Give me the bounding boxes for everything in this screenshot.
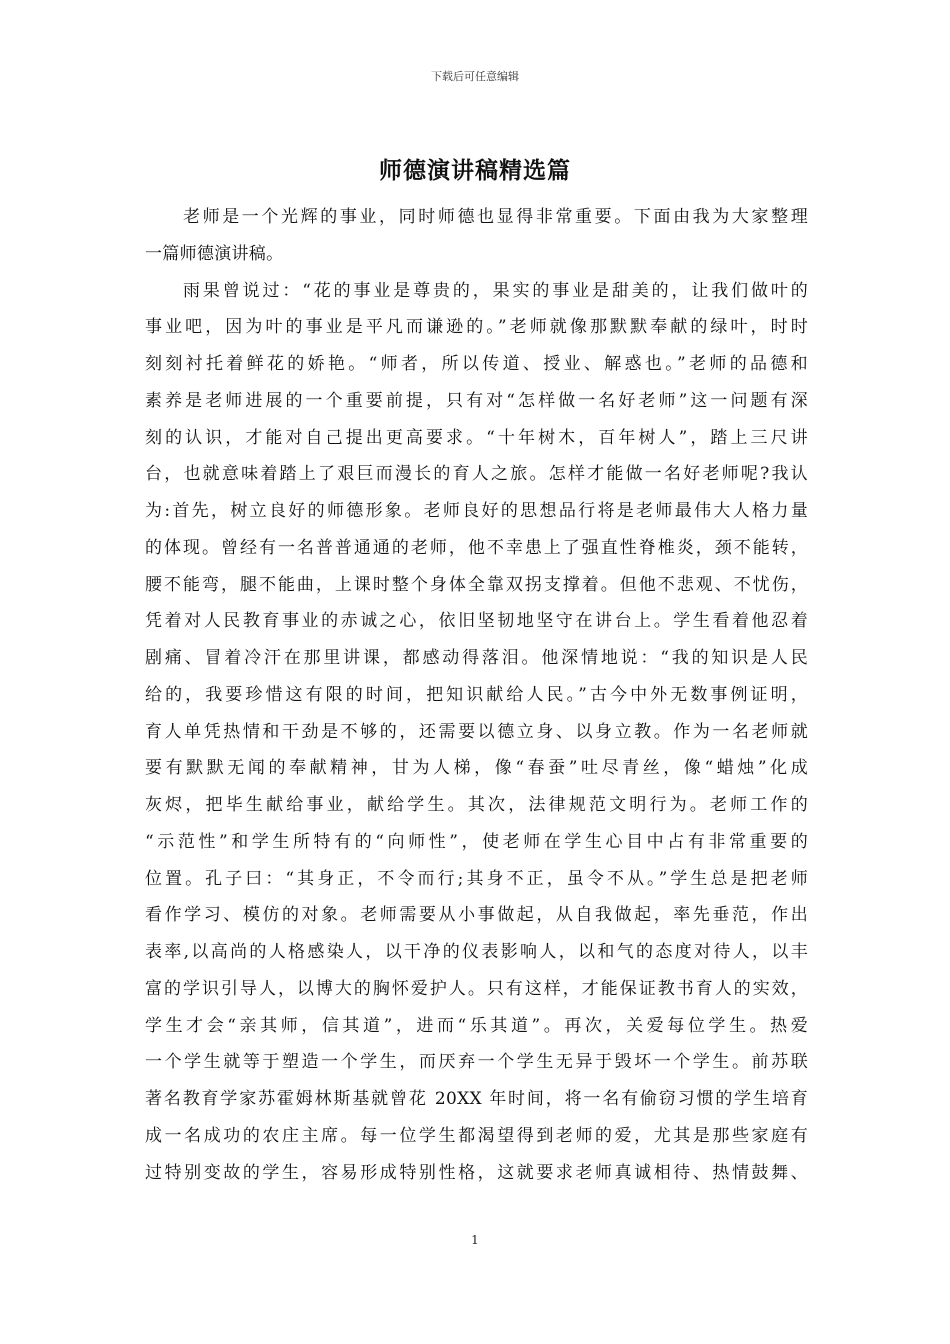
paragraph-line: 刻的认识，才能对自己提出更高要求。“十年树木，百年树人”，踏上三尺讲: [145, 427, 808, 448]
paragraph-line: 台，也就意味着踏上了艰巨而漫长的育人之旅。怎样才能做一名好老师呢?我认: [145, 464, 808, 485]
paragraph-line: 过特别变故的学生，容易形成特别性格，这就要求老师真诚相待、热情鼓舞、: [145, 1162, 808, 1183]
paragraph-line: 表率,以高尚的人格感染人，以干净的仪表影响人，以和气的态度对待人，以丰: [145, 942, 808, 962]
paragraph-line: 的体现。曾经有一名普普通通的老师，他不幸患上了强直性脊椎炎，颈不能转，: [145, 537, 808, 558]
paragraph-line: 育人单凭热情和干劲是不够的，还需要以德立身、以身立教。作为一名老师就: [145, 721, 808, 742]
paragraph-line: 看作学习、模仿的对象。老师需要从小事做起，从自我做起，率先垂范，作出: [145, 905, 808, 926]
paragraph-line: 要有默默无闻的奉献精神，甘为人梯，像“春蚕”吐尽青丝，像“蜡烛”化成: [145, 758, 808, 779]
paragraph-line: 学生才会“亲其师，信其道”，进而“乐其道”。再次，关爱每位学生。热爱: [145, 1015, 808, 1036]
paragraph-line: 灰烬，把毕生献给事业，献给学生。其次，法律规范文明行为。老师工作的: [145, 795, 808, 815]
paragraph-line: 素养是老师进展的一个重要前提，只有对“怎样做一名好老师”这一问题有深: [145, 390, 808, 411]
paragraph-line: 一个学生就等于塑造一个学生，而厌弃一个学生无异于毁坏一个学生。前苏联: [145, 1052, 808, 1073]
paragraph-line: 凭着对人民教育事业的赤诚之心，依旧坚韧地坚守在讲台上。学生看着他忍着: [145, 611, 808, 632]
paragraph-line: 腰不能弯，腿不能曲，上课时整个身体全靠双拐支撑着。但他不悲观、不忧伤，: [145, 574, 808, 595]
paragraph-line: 富的学识引导人，以博大的胸怀爱护人。只有这样，才能保证教书育人的实效，: [145, 978, 808, 999]
paragraph-line: 著名教育学家苏霍姆林斯基就曾花 20XX 年时间，将一名有偷窃习惯的学生培育: [145, 1089, 808, 1109]
paragraph-line: 成一名成功的农庄主席。每一位学生都渴望得到老师的爱，尤其是那些家庭有: [145, 1125, 808, 1146]
page-header: 下载后可任意编辑: [431, 70, 519, 83]
paragraph-line: 位置。孔子曰：“其身正，不令而行;其身不正，虽令不从。”学生总是把老师: [145, 868, 808, 889]
paragraph-line: “示范性”和学生所特有的“向师性”，使老师在学生心目中占有非常重要的: [145, 831, 808, 852]
document-body: [145, 199, 808, 1191]
page-number: 1: [471, 1233, 479, 1247]
paragraph-line: 老师是一个光辉的事业，同时师德也显得非常重要。下面由我为大家整理: [183, 207, 808, 227]
paragraph-line: 刻刻衬托着鲜花的娇艳。“师者，所以传道、授业、解惑也。”老师的品德和: [145, 354, 808, 374]
document-title: 师德演讲稿精选篇: [379, 158, 571, 184]
paragraph-line: 事业吧，因为叶的事业是平凡而谦逊的。”老师就像那默默奉献的绿叶，时时: [145, 317, 808, 338]
paragraph-line: 为:首先，树立良好的师德形象。老师良好的思想品行将是老师最伟大人格力量: [145, 501, 808, 521]
paragraph-line: 给的，我要珍惜这有限的时间，把知识献给人民。”古今中外无数事例证明，: [145, 684, 808, 705]
paragraph-line: 剧痛、冒着冷汗在那里讲课，都感动得落泪。他深情地说：“我的知识是人民: [145, 648, 808, 668]
paragraph-line: 雨果曾说过：“花的事业是尊贵的，果实的事业是甜美的，让我们做叶的: [183, 280, 808, 301]
paragraph-line: 一篇师德演讲稿。: [145, 243, 284, 264]
